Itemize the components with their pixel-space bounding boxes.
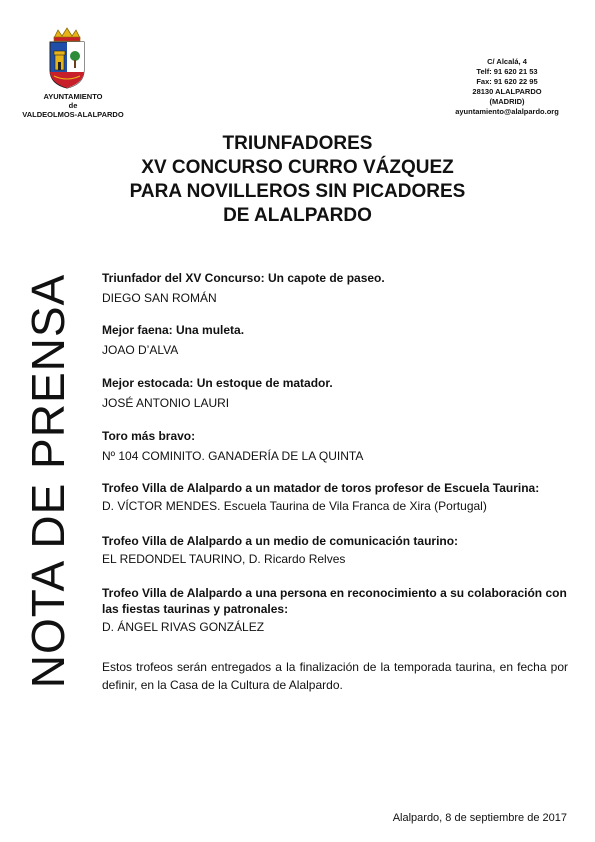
award-item — [102, 322, 572, 358]
award-winner: EL REDONDEL TAURINO, D. Ricardo Relves — [102, 552, 346, 566]
contact-block — [437, 57, 577, 117]
award-winner: DIEGO SAN ROMÁN — [102, 291, 217, 305]
award-heading: Mejor estocada: Un estoque de matador. — [102, 376, 333, 390]
award-winner: JOSÉ ANTONIO LAURI — [102, 396, 230, 410]
award-item — [102, 533, 572, 567]
award-item — [102, 428, 572, 464]
award-heading: Toro más bravo: — [102, 429, 196, 443]
coat-of-arms-icon — [44, 26, 90, 90]
page-title — [0, 132, 595, 228]
side-label-text: NOTA DE PRENSA — [22, 273, 74, 689]
ayuntamiento-line: de — [68, 101, 78, 110]
award-heading: Triunfador del XV Concurso: Un capote de paseo. — [102, 271, 385, 285]
ayuntamiento-label — [8, 92, 138, 119]
contact-phone: Telf: 91 620 21 53 — [476, 67, 538, 76]
title-line: XV CONCURSO CURRO VÁZQUEZ — [141, 157, 454, 178]
nota-de-prensa-label — [22, 262, 74, 700]
award-heading: Mejor faena: Una muleta. — [102, 323, 245, 337]
date-line: Alalpardo, 8 de septiembre de 2017 — [392, 812, 567, 824]
title-line: DE ALALPARDO — [223, 205, 372, 226]
ayuntamiento-line: VALDEOLMOS-ALALPARDO — [22, 110, 124, 119]
award-heading: Trofeo Villa de Alalpardo a un medio de comunicación taurino: — [102, 534, 459, 548]
award-item — [102, 375, 572, 411]
award-winner: D. VÍCTOR MENDES. Escuela Taurina de Vila Franca de Xira (Portugal) — [102, 499, 487, 513]
contact-postal: 28130 ALALPARDO — [472, 87, 542, 96]
ayuntamiento-line: AYUNTAMIENTO — [43, 92, 103, 101]
contact-region: (MADRID) — [489, 97, 525, 106]
award-heading: Trofeo Villa de Alalpardo a una persona en reconocimiento a su colaboración con las fiestas taurinas y patronales: — [102, 586, 567, 616]
contact-email: ayuntamiento@alalpardo.org — [455, 107, 559, 116]
award-item — [102, 585, 572, 635]
award-item — [102, 270, 572, 306]
award-winner: JOAO D’ALVA — [102, 343, 179, 357]
contact-fax: Fax: 91 620 22 95 — [476, 77, 538, 86]
title-line: PARA NOVILLEROS SIN PICADORES — [129, 181, 466, 202]
award-heading: Trofeo Villa de Alalpardo a un matador de toros profesor de Escuela Taurina: — [102, 481, 540, 495]
award-item — [102, 480, 572, 514]
award-winner: Nº 104 COMINITO. GANADERÍA DE LA QUINTA — [102, 449, 364, 463]
closing-paragraph: Estos trofeos serán entregados a la finalización de la temporada taurina, en fecha por definir, en la Casa de la Cultura de Alalpardo. — [102, 660, 568, 692]
award-winner: D. ÁNGEL RIVAS GONZÁLEZ — [102, 620, 265, 634]
contact-address: C/ Alcalá, 4 — [487, 57, 527, 66]
title-line: TRIUNFADORES — [222, 133, 373, 154]
